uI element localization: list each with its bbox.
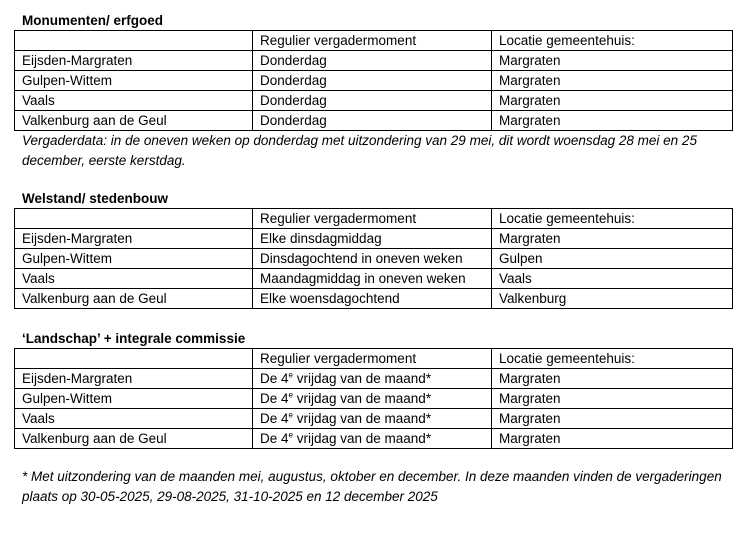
location-cell: Valkenburg (492, 289, 733, 309)
table-row (15, 289, 733, 309)
header-cell (15, 209, 253, 229)
moment-cell: Donderdag (253, 71, 492, 91)
moment-cell: De 4e vrijdag van de maand* (253, 369, 492, 389)
location-cell: Margraten (492, 409, 733, 429)
municipality-cell: Valkenburg aan de Geul (15, 289, 253, 309)
municipality-cell: Valkenburg aan de Geul (15, 111, 253, 131)
moment-cell: De 4e vrijdag van de maand* (253, 429, 492, 449)
location-cell: Vaals (492, 269, 733, 289)
municipality-cell: Gulpen-Wittem (15, 249, 253, 269)
table-row (15, 269, 733, 289)
section-welstand (14, 190, 732, 309)
municipality-cell: Vaals (15, 269, 253, 289)
table-row (15, 429, 733, 449)
table-row (15, 51, 733, 71)
section-title: Welstand/ stedenbouw (22, 191, 169, 206)
table-row (15, 369, 733, 389)
moment-cell: De 4e vrijdag van de maand* (253, 409, 492, 429)
municipality-cell: Eijsden-Margraten (15, 229, 253, 249)
section-landschap (14, 330, 732, 449)
table-row (15, 409, 733, 429)
moment-cell: Elke dinsdagmiddag (253, 229, 492, 249)
location-cell: Margraten (492, 429, 733, 449)
header-cell: Regulier vergadermoment (253, 31, 492, 51)
location-cell: Margraten (492, 51, 733, 71)
municipality-cell: Gulpen-Wittem (15, 71, 253, 91)
header-cell: Regulier vergadermoment (253, 349, 492, 369)
municipality-cell: Gulpen-Wittem (15, 389, 253, 409)
location-cell: Margraten (492, 369, 733, 389)
table-header-row (15, 31, 733, 51)
table-row (15, 71, 733, 91)
moment-cell: De 4e vrijdag van de maand* (253, 389, 492, 409)
header-cell: Locatie gemeentehuis: (492, 209, 733, 229)
header-cell: Locatie gemeentehuis: (492, 31, 733, 51)
moment-cell: Maandagmiddag in oneven weken (253, 269, 492, 289)
table-row (15, 91, 733, 111)
municipality-cell: Vaals (15, 409, 253, 429)
table-row (15, 111, 733, 131)
header-cell: Locatie gemeentehuis: (492, 349, 733, 369)
location-cell: Margraten (492, 91, 733, 111)
schedule-table (14, 208, 733, 309)
location-cell: Margraten (492, 389, 733, 409)
moment-cell: Donderdag (253, 111, 492, 131)
municipality-cell: Vaals (15, 91, 253, 111)
location-cell: Margraten (492, 229, 733, 249)
header-cell: Regulier vergadermoment (253, 209, 492, 229)
schedule-table (14, 30, 733, 131)
location-cell: Gulpen (492, 249, 733, 269)
table-row (15, 229, 733, 249)
moment-cell: Donderdag (253, 51, 492, 71)
meeting-dates-note: Vergaderdata: in de oneven weken op donderdag met uitzondering van 29 mei, dit wordt woensdag 28 mei en 25 december, eerste kerstdag. (22, 133, 697, 168)
footnote: * Met uitzondering van de maanden mei, augustus, oktober en december. In deze maanden vinden de vergaderingen plaats op 30-05-2025, 29-08-2025, 31-10-2025 en 12 december 2025 (22, 469, 722, 504)
section-title: ‘Landschap’ + integrale commissie (22, 331, 246, 346)
header-cell (15, 31, 253, 51)
location-cell: Margraten (492, 71, 733, 91)
table-header-row (15, 349, 733, 369)
header-cell (15, 349, 253, 369)
table-row (15, 249, 733, 269)
municipality-cell: Eijsden-Margraten (15, 369, 253, 389)
table-header-row (15, 209, 733, 229)
location-cell: Margraten (492, 111, 733, 131)
moment-cell: Elke woensdagochtend (253, 289, 492, 309)
municipality-cell: Eijsden-Margraten (15, 51, 253, 71)
section-title: Monumenten/ erfgoed (22, 13, 163, 28)
schedule-table (14, 348, 733, 449)
section-monumenten (14, 12, 732, 171)
table-row (15, 389, 733, 409)
moment-cell: Donderdag (253, 91, 492, 111)
moment-cell: Dinsdagochtend in oneven weken (253, 249, 492, 269)
municipality-cell: Valkenburg aan de Geul (15, 429, 253, 449)
